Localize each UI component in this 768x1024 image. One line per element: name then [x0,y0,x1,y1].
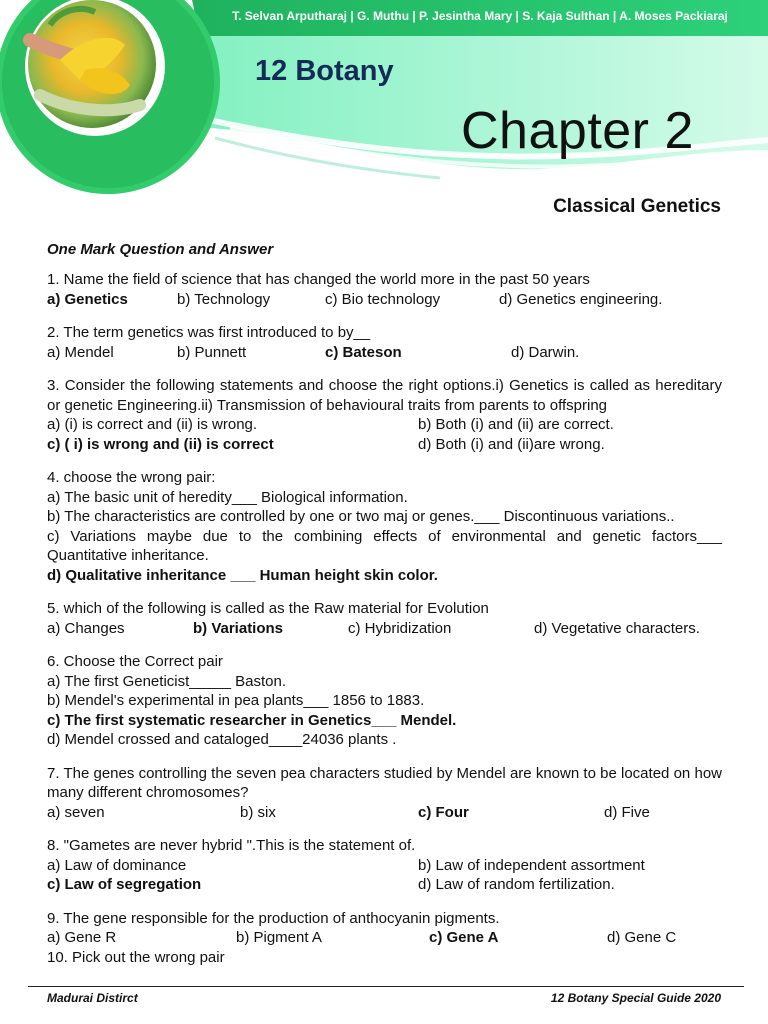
option-row [47,435,722,455]
question-5 [47,599,722,638]
question-stem: 7. The genes controlling the seven pea characters studied by Mendel are known to be located on how many different chromosomes? [47,764,722,801]
question-4 [47,468,722,585]
question-9 [47,909,722,968]
option-d: d) Qualitative inheritance ___ Human height skin color. [47,566,438,584]
option-c: c) Hybridization [348,619,452,637]
question-8 [47,836,722,895]
option-b: b) The characteristics are controlled by one or two maj or genes.___ Discontinuous variations.. [47,508,675,525]
question-stem: 5. which of the following is called as the Raw material for Evolution [47,600,489,617]
option-d: d) Mendel crossed and cataloged____24036 plants . [47,731,397,748]
question-2 [47,323,722,362]
option-row [47,415,722,435]
question-10-stem: 10. Pick out the wrong pair [47,948,225,966]
option-b: b) Law of independent assortment [418,856,645,874]
question-stem: 1. Name the field of science that has changed the world more in the past 50 years [47,271,590,288]
option-c: c) The first systematic researcher in Genetics___ Mendel. [47,711,457,729]
option-a: a) Changes [47,619,125,637]
option-row [47,619,722,639]
option-a: a) The basic unit of heredity___ Biological information. [47,488,408,506]
option-a: a) Gene R [47,929,117,946]
question-stem: 3. Consider the following statements and choose the right options.i) Genetics is called as hereditary or genetic Engineering.ii) Transmission of behavioural traits from parents to offspring [47,377,722,414]
question-stem: 2. The term genetics was first introduced to by__ [47,324,371,341]
option-d: d) Law of random fertilization. [418,876,615,893]
option-d: d) Vegetative characters. [534,619,700,637]
section-title: One Mark Question and Answer [47,241,274,258]
option-row [47,290,722,310]
option-a: a) Mendel [47,343,114,361]
option-a: a) (i) is correct and (ii) is wrong. [47,416,258,433]
option-a: a) Law of dominance [47,856,187,874]
question-stem: 9. The gene responsible for the production of anthocyanin pigments. [47,909,500,927]
footer-guide-title: 12 Botany Special Guide 2020 [550,991,721,1005]
question-stem: 4. choose the wrong pair: [47,469,216,486]
authors-line: T. Selvan Arputharaj | G. Muthu | P. Jesintha Mary | S. Kaja Sulthan | A. Moses Packiaraj [232,9,728,23]
option-b: b) Technology [177,290,271,308]
option-a: a) The first Geneticist_____ Baston. [47,672,287,690]
topic-title: Classical Genetics [553,196,721,217]
question-list [47,240,722,981]
option-row [47,928,722,948]
option-b: b) six [240,803,276,821]
option-row [47,343,722,363]
option-c: c) Bateson [325,343,402,361]
chapter-title: Chapter 2 [461,102,694,160]
option-c: c) ( i) is wrong and (ii) is correct [47,435,274,453]
option-b: b) Pigment A [236,929,322,946]
question-stem: 6. Choose the Correct pair [47,653,223,670]
option-row [47,856,722,876]
option-c: c) Gene A [429,929,499,946]
question-1 [47,270,722,309]
question-7 [47,764,722,823]
question-stem: 8. "Gametes are never hybrid ".This is the statement of. [47,837,416,854]
option-d: d) Both (i) and (ii)are wrong. [418,435,605,453]
option-c: c) Bio technology [325,290,441,308]
option-b: b) Punnett [177,343,247,361]
footer-divider [28,986,744,987]
option-d: d) Darwin. [511,343,580,361]
option-b: b) Mendel's experimental in pea plants___ 1856 to 1883. [47,692,425,709]
question-3 [47,376,722,454]
footer-district: Madurai Distirct [47,991,138,1005]
option-c: c) Four [418,803,469,821]
option-c: c) Law of segregation [47,876,202,893]
header-banner [0,0,768,200]
option-a: a) seven [47,803,105,821]
option-row [47,875,722,895]
option-d: d) Gene C [607,929,677,946]
option-d: d) Genetics engineering. [499,290,663,308]
option-b: b) Both (i) and (ii) are correct. [418,416,614,433]
option-c: c) Variations maybe due to the combining effects of environmental and genetic factors___ Quantitative inheritance. [47,527,722,564]
question-6 [47,652,722,750]
subject-title: 12 Botany [255,55,394,87]
option-row [47,803,722,823]
option-b: b) Variations [193,619,284,637]
option-d: d) Five [604,803,650,821]
option-a: a) Genetics [47,290,128,308]
